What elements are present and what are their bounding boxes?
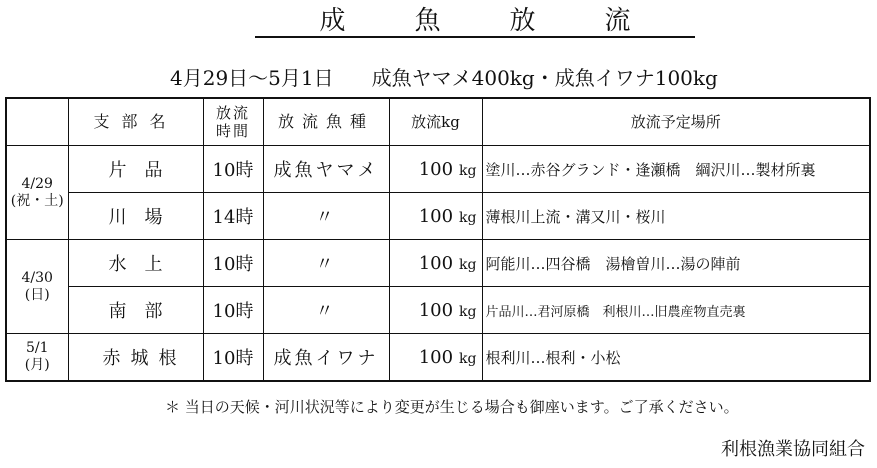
- amount-unit: kg: [459, 209, 477, 226]
- place-cell: 薄根川上流・溝又川・桜川: [482, 193, 870, 240]
- header-amount: 放流kg: [389, 98, 482, 146]
- release-schedule-table: [5, 97, 871, 382]
- date-line1: 4/29: [21, 175, 53, 192]
- place-cell: 塗川…赤谷グランド・逢瀬橋 綱沢川…製材所裏: [482, 146, 870, 193]
- header-place: 放流予定場所: [482, 98, 870, 146]
- date-line1: 4/30: [21, 269, 53, 286]
- fish-cell: 〃: [263, 193, 389, 240]
- time-cell: 10時: [203, 287, 263, 334]
- amount-cell: [389, 240, 482, 287]
- branch-cell: 片品: [68, 146, 203, 193]
- fish-cell: 成魚イワナ: [263, 334, 389, 382]
- date-line2: (日): [24, 286, 50, 303]
- branch-cell: 赤城根: [68, 334, 203, 382]
- page-title: [255, 4, 695, 38]
- place-cell: 片品川…君河原橋 利根川…旧農産物直売裏: [482, 287, 870, 334]
- date-cell: [6, 240, 68, 334]
- time-cell: 10時: [203, 146, 263, 193]
- amount-value: 100: [418, 346, 454, 368]
- header-time-line1: 放流: [215, 104, 250, 122]
- branch-cell: 川場: [68, 193, 203, 240]
- table-row: [6, 334, 870, 382]
- title-char: 成: [319, 6, 346, 36]
- date-line2: (祝・土): [10, 192, 64, 209]
- fish-cell: 〃: [263, 287, 389, 334]
- amount-unit: kg: [459, 350, 477, 367]
- title-char: 放: [509, 6, 536, 36]
- table-header-row: [6, 98, 870, 146]
- branch-cell: 南部: [68, 287, 203, 334]
- amount-value: 100: [418, 205, 454, 227]
- place-cell: 根利川…根利・小松: [482, 334, 870, 382]
- amount-unit: kg: [459, 256, 477, 273]
- date-line1: 5/1: [25, 340, 49, 356]
- title-char: 流: [604, 6, 631, 36]
- amount-cell: [389, 146, 482, 193]
- notice-text: ＊ 当日の天候・河川状況等により変更が生じる場合も御座います。ご了承ください。: [165, 398, 739, 416]
- table-row: [6, 146, 870, 193]
- time-cell: 10時: [203, 240, 263, 287]
- date-cell: [6, 334, 68, 382]
- amount-unit: kg: [459, 162, 477, 179]
- table-row: [6, 193, 870, 240]
- place-cell: 阿能川…四谷橋 湯檜曽川…湯の陣前: [482, 240, 870, 287]
- header-fish: 放流魚種: [263, 98, 389, 146]
- time-cell: 10時: [203, 334, 263, 382]
- title-char: 魚: [414, 6, 441, 36]
- table-row: [6, 287, 870, 334]
- amount-value: 100: [418, 252, 454, 274]
- amount-cell: [389, 334, 482, 382]
- amount-unit: kg: [459, 303, 477, 320]
- amount-cell: [389, 287, 482, 334]
- header-time-line2: 時間: [215, 122, 250, 140]
- time-cell: 14時: [203, 193, 263, 240]
- amount-value: 100: [418, 158, 454, 180]
- header-time: [203, 98, 263, 146]
- date-line2: (月): [24, 357, 50, 373]
- fish-cell: 〃: [263, 240, 389, 287]
- branch-cell: 水上: [68, 240, 203, 287]
- fish-cell: 成魚ヤマメ: [263, 146, 389, 193]
- amount-value: 100: [418, 299, 454, 321]
- amount-cell: [389, 193, 482, 240]
- subtitle: [170, 64, 718, 92]
- date-range: 4月29日～5月1日: [170, 66, 334, 90]
- header-date: [6, 98, 68, 146]
- release-summary: 成魚ヤマメ400kg・成魚イワナ100kg: [371, 66, 718, 90]
- date-cell: [6, 146, 68, 240]
- organization-name: 利根漁業協同組合: [721, 439, 865, 460]
- header-branch: 支部名: [68, 98, 203, 146]
- table-row: [6, 240, 870, 287]
